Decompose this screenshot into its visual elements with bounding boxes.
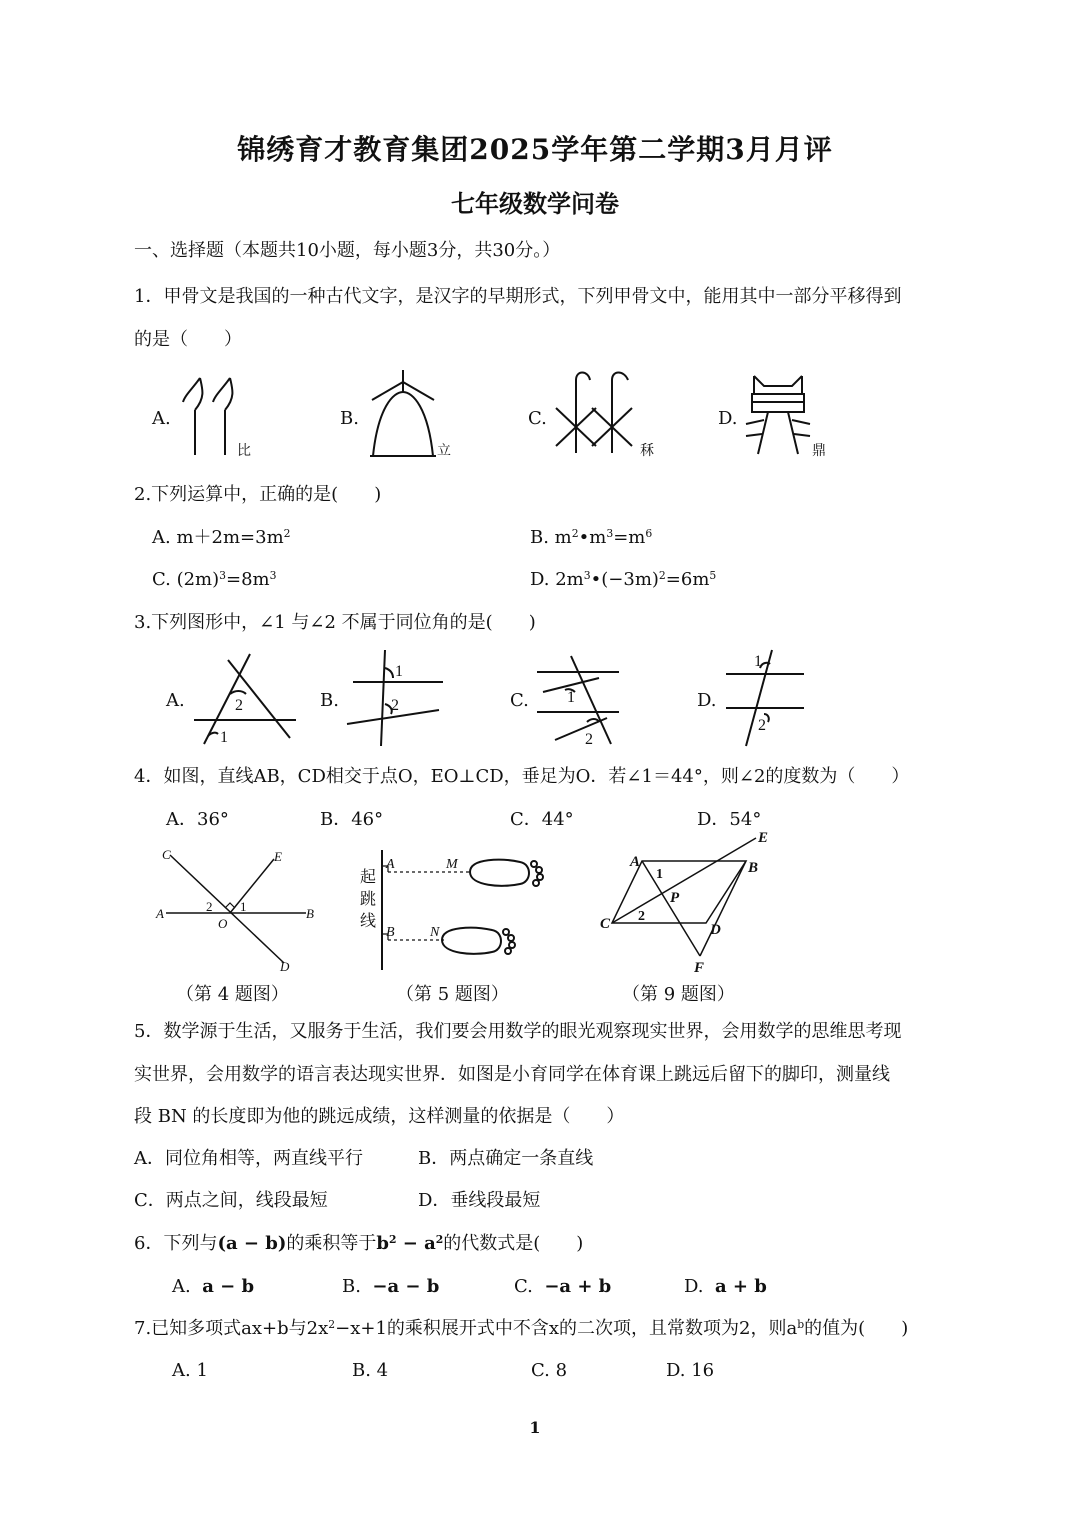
q3-stem: 3.下列图形中，∠1 与∠2 不属于同位角的是( ) bbox=[134, 612, 536, 633]
q1-stem-line1: 1．甲骨文是我国的一种古代文字，是汉字的早期形式，下列甲骨文中，能用其中一部分平移得到 bbox=[134, 286, 902, 307]
q2-option-d: D. $2m^3•(-3m)^2=6m^5$ bbox=[530, 569, 717, 590]
q4-stem: 4．如图，直线AB，CD相交于点O，EO⊥CD，垂足为O．若∠1＝44°，则∠2的度数为（ ） bbox=[134, 766, 910, 787]
q3-figure-a bbox=[190, 652, 300, 748]
q1-stem-line2: 的是（ ） bbox=[134, 329, 242, 350]
q1-option-a: A. bbox=[152, 408, 171, 429]
q1-caption-d: 鼎 bbox=[812, 443, 826, 459]
fig4-angle-1: 1 bbox=[240, 899, 247, 914]
fig9-label-e: E bbox=[758, 830, 769, 846]
page-number: 1 bbox=[529, 1418, 541, 1437]
fig9-angle-1: 1 bbox=[656, 867, 663, 882]
q3-figure-c bbox=[535, 652, 625, 748]
q3a-label-1: 1 bbox=[220, 729, 228, 746]
q3d-label-2: 2 bbox=[758, 717, 766, 734]
q3-figure-b bbox=[345, 648, 445, 748]
fig5-label-qi: 起 bbox=[360, 869, 377, 886]
q2-stem: 2.下列运算中，正确的是( ) bbox=[134, 484, 382, 505]
q1-option-d: D. bbox=[718, 408, 738, 429]
q1-caption-b: 立 bbox=[437, 443, 451, 459]
fig4-label-o: O bbox=[218, 916, 228, 931]
fig4-label-c: C bbox=[162, 847, 171, 862]
q5-option-d: D．垂线段最短 bbox=[418, 1190, 541, 1211]
fig4-label-e: E bbox=[274, 849, 282, 864]
q3-option-a: A. bbox=[166, 690, 185, 711]
q3-figure-d bbox=[724, 648, 808, 748]
q3b-label-2: 2 bbox=[391, 697, 399, 714]
fig4-angle-2: 2 bbox=[206, 899, 213, 914]
q7-option-c: C. 8 bbox=[531, 1360, 568, 1381]
fig9-label-p: P bbox=[670, 890, 680, 906]
q5-stem-line2: 实世界，会用数学的语言表达现实世界．如图是小育同学在体育课上跳远后留下的脚印，测量线 bbox=[134, 1064, 890, 1085]
q5-stem-line1: 5．数学源于生活，又服务于生活，我们要会用数学的眼光观察现实世界，会用数学的思维思考现 bbox=[134, 1021, 902, 1042]
fig5-label-xian: 线 bbox=[360, 913, 377, 930]
q1-caption-c: 秝 bbox=[640, 443, 654, 459]
q7-option-a: A. 1 bbox=[172, 1360, 208, 1381]
fig5-label-a: A bbox=[386, 857, 395, 872]
q1-caption-a: 比 bbox=[237, 443, 251, 459]
q2-option-a: A. $m+2m=3m^2$ bbox=[152, 527, 291, 548]
oracle-li-figure bbox=[368, 368, 438, 460]
figure-4-caption: （第 4 题图） bbox=[176, 984, 289, 1005]
oracle-li2-figure bbox=[550, 368, 640, 460]
q4-option-c: C．44° bbox=[510, 809, 574, 830]
q3-option-d: D. bbox=[697, 690, 717, 711]
fig5-label-n: N bbox=[430, 925, 440, 940]
fig4-label-d: D bbox=[280, 959, 290, 974]
q7-option-d: D. 16 bbox=[666, 1360, 715, 1381]
figure-4 bbox=[150, 845, 330, 975]
q3-option-b: B. bbox=[320, 690, 339, 711]
q3b-label-1: 1 bbox=[395, 663, 403, 680]
q2-option-b: B. $m^2•m^3=m^6$ bbox=[530, 527, 653, 548]
q5-option-b: B．两点确定一条直线 bbox=[418, 1148, 594, 1169]
fig4-label-b: B bbox=[306, 906, 314, 921]
q6-option-b: B. −a − b bbox=[342, 1276, 440, 1297]
figure-9 bbox=[596, 828, 786, 976]
fig9-label-f: F bbox=[694, 960, 705, 976]
fig9-label-d: D bbox=[710, 922, 721, 938]
figure-5-caption: （第 5 题图） bbox=[396, 984, 509, 1005]
q3-option-c: C. bbox=[510, 690, 529, 711]
q3c-label-1: 1 bbox=[567, 689, 575, 706]
q1-option-b: B. bbox=[340, 408, 359, 429]
fig4-label-a: A bbox=[156, 906, 164, 921]
exam-subtitle: 七年级数学问卷 bbox=[451, 189, 619, 218]
exam-title: 锦绣育才教育集团2025学年第二学期3月月评 bbox=[237, 133, 833, 166]
fig5-label-b: B bbox=[386, 925, 395, 940]
q6-stem: 6．下列与(a − b)的乘积等于$b^2 - a^2$的代数式是( ) bbox=[134, 1233, 584, 1254]
q4-option-d: D．54° bbox=[697, 809, 762, 830]
q4-option-b: B．46° bbox=[320, 809, 384, 830]
q7-option-b: B. 4 bbox=[352, 1360, 389, 1381]
q4-option-a: A．36° bbox=[166, 809, 229, 830]
fig9-angle-2: 2 bbox=[638, 909, 645, 924]
q3d-label-1: 1 bbox=[754, 653, 762, 670]
q7-stem: 7.已知多项式ax+b与$2x^2-x+1$的乘积展开式中不含x的二次项，且常数项为2，则$a^b$的值为( ) bbox=[134, 1318, 909, 1339]
figure-9-caption: （第 9 题图） bbox=[622, 984, 735, 1005]
fig9-label-b: B bbox=[748, 860, 759, 876]
q6-option-d: D. a + b bbox=[684, 1276, 767, 1297]
section-heading: 一、选择题（本题共10小题，每小题3分，共30分。） bbox=[134, 240, 561, 261]
q5-stem-line3: 段 BN 的长度即为他的跳远成绩，这样测量的依据是（ ） bbox=[134, 1106, 625, 1127]
q3a-label-2: 2 bbox=[235, 697, 243, 714]
q1-option-c: C. bbox=[528, 408, 547, 429]
q6-option-a: A. a − b bbox=[172, 1276, 255, 1297]
q5-option-a: A．同位角相等，两直线平行 bbox=[134, 1148, 363, 1169]
fig9-label-c: C bbox=[600, 916, 611, 932]
fig9-label-a: A bbox=[630, 854, 641, 870]
oracle-ding-figure bbox=[744, 372, 814, 460]
figure-5 bbox=[352, 848, 552, 973]
fig5-label-m: M bbox=[446, 857, 458, 872]
q2-option-c: C. $(2m)^3=8m^3$ bbox=[152, 569, 277, 590]
fig5-label-tiao: 跳 bbox=[360, 891, 377, 908]
q6-option-c: C. −a + b bbox=[514, 1276, 612, 1297]
q3c-label-2: 2 bbox=[585, 731, 593, 748]
q5-option-c: C．两点之间，线段最短 bbox=[134, 1190, 328, 1211]
